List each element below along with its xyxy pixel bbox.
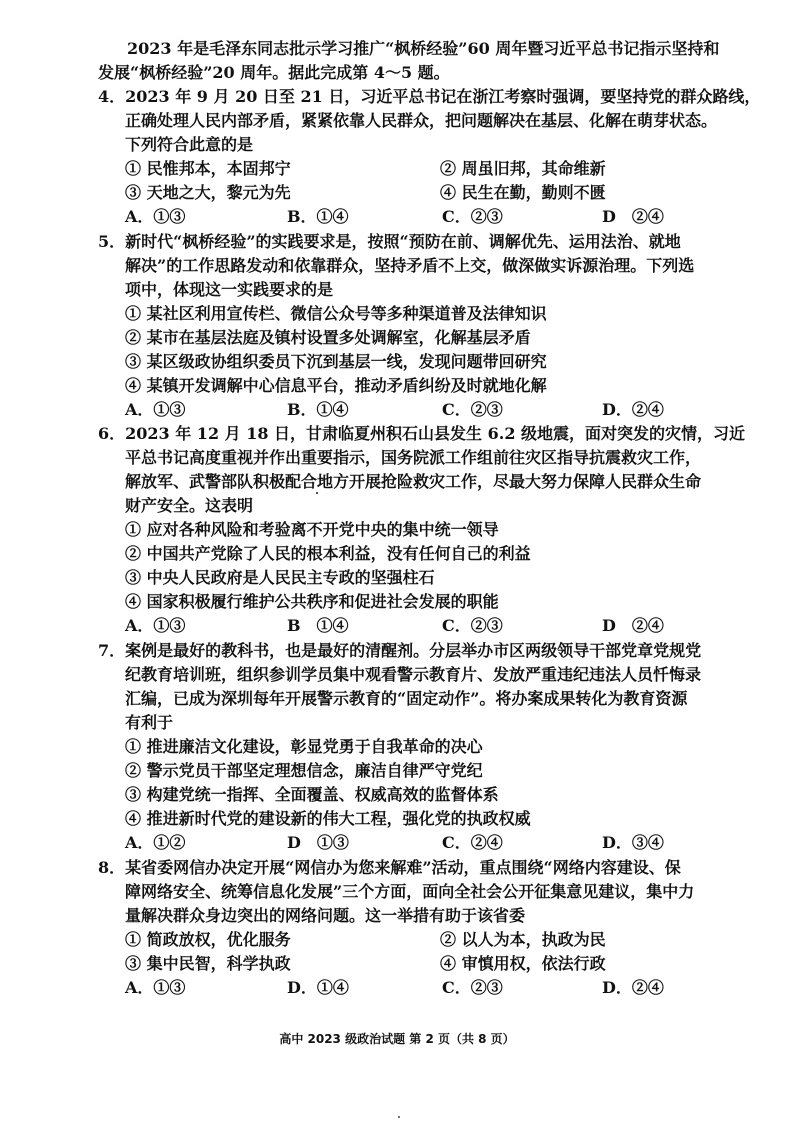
q8-answer-c: C．②③ (442, 978, 503, 997)
q7-option-4: ④ 推进新时代党的建设新的伟大工程，强化党的执政权威 (125, 809, 531, 828)
q4-option-2: ② 周虽旧邦，其命维新 (440, 159, 606, 178)
q5-option-2: ② 某市在基层法庭及镇村设置多处调解室，化解基层矛盾 (125, 328, 531, 347)
q4-stem-line-3: 下列符合此意的是 (125, 135, 254, 154)
q6-stem-line-3: 解放军、武警部队积极配合地方开展抢险救灾工作，尽最大努力保障人民群众生命 (125, 472, 702, 491)
q8-option-3: ③ 集中民智，科学执政 (125, 954, 291, 973)
q5-answer-a: A．①③ (125, 400, 186, 419)
q5-option-3: ③ 某区级政协组织委员下沉到基层一线，发现问题带回研究 (125, 352, 547, 371)
q6-stem-line-1: 6．2023 年 12 月 18 日，甘肃临夏州积石山县发生 6.2 级地震，面对突发的灾情，习近 (98, 424, 746, 443)
q6-answer-c: C．②③ (442, 616, 503, 635)
q5-stem-line-1: 5．新时代“枫桥经验”的实践要求是，按照“预防在前、调解优先、运用法治、就地 (98, 232, 681, 251)
q5-answer-d: D．②④ (602, 400, 664, 419)
q4-answer-b: B．①④ (287, 207, 349, 226)
q5-stem-line-2: 解决”的工作思路发动和依靠群众，坚持矛盾不上交，做深做实诉源治理。下列选 (125, 256, 695, 275)
q6-stem-line-4: 财产安全。这表明 (125, 496, 254, 515)
q7-option-3: ③ 构建党统一指挥、全面覆盖、权威高效的监督体系 (125, 785, 499, 804)
q5-option-4: ④ 某镇开发调解中心信息平台，推动矛盾纠纷及时就地化解 (125, 376, 547, 395)
q4-option-4: ④ 民生在勤，勤则不匮 (440, 183, 606, 202)
q6-option-3: ③ 中央人民政府是人民民主专政的坚强柱石 (125, 568, 435, 587)
q8-stem-line-2: 障网络安全、统筹信息化发展”三个方面，面向全社会公开征集意见建议，集中力 (125, 882, 695, 901)
q7-stem-line-4: 有利于 (125, 713, 174, 732)
intro-line-2: 发展“枫桥经验”20 周年。据此完成第 4～5 题。 (98, 63, 450, 82)
page-footer: 高中 2023 级政治试题 第 2 页（共 8 页） (279, 1032, 515, 1046)
intro-line-1: 2023 年是毛泽东同志批示学习推广“枫桥经验”60 周年暨习近平总书记指示坚持和 (127, 39, 720, 58)
scan-speck (316, 492, 318, 494)
q4-option-1: ① 民惟邦本，本固邦宁 (125, 159, 291, 178)
q5-answer-c: C．②③ (442, 400, 503, 419)
q7-answer-d: D．③④ (602, 833, 664, 852)
q5-stem-line-3: 项中，体现这一实践要求的是 (125, 280, 334, 299)
q7-stem-line-1: 7．案例是最好的教科书，也是最好的清醒剂。分层举办市区两级领导干部党章党规党 (98, 641, 702, 660)
q4-answer-c: C．②③ (442, 207, 503, 226)
q6-stem-line-2: 平总书记高度重视并作出重要指示，国务院派工作组前往灾区指导抗震救灾工作， (125, 448, 702, 467)
q7-option-1: ① 推进廉洁文化建设，彰显党勇于自我革命的决心 (125, 737, 483, 756)
q6-answer-d: D ②④ (602, 616, 664, 635)
q8-stem-line-3: 量解决群众身边突出的网络问题。这一举措有助于该省委 (125, 906, 526, 925)
q7-stem-line-2: 纪教育培训班，组织参训学员集中观看警示教育片、发放严重违纪违法人员忏悔录 (125, 665, 702, 684)
q4-option-3: ③ 天地之大，黎元为先 (125, 183, 291, 202)
q7-stem-line-3: 汇编，已成为深圳每年开展警示教育的“固定动作”。将办案成果转化为教育资源 (125, 689, 688, 708)
q4-stem-line-2: 正确处理人民内部矛盾，紧紧依靠人民群众，把问题解决在基层、化解在萌芽状态。 (125, 111, 718, 130)
q4-stem-line-1: 4．2023 年 9 月 20 日至 21 日，习近平总书记在浙江考察时强调，要坚持党的群众路线， (98, 87, 761, 106)
q4-answer-d: D ②④ (602, 207, 664, 226)
q4-answer-a: A．①③ (125, 207, 186, 226)
q8-option-2: ② 以人为本，执政为民 (440, 930, 606, 949)
q5-answer-b: B．①④ (287, 400, 349, 419)
q6-answer-a: A．①③ (125, 616, 186, 635)
q7-option-2: ② 警示党员干部坚定理想信念，廉洁自律严守党纪 (125, 761, 483, 780)
q8-option-4: ④ 审慎用权，依法行政 (440, 954, 606, 973)
q8-answer-d: D．②④ (602, 978, 664, 997)
q7-answer-a: A．①② (125, 833, 186, 852)
q6-option-1: ① 应对各种风险和考验离不开党中央的集中统一领导 (125, 520, 499, 539)
q7-answer-b: D ①③ (287, 833, 349, 852)
q8-answer-a: A．①③ (125, 978, 186, 997)
scan-speck-bottom (398, 1116, 400, 1118)
q8-answer-b: D．①④ (287, 978, 349, 997)
q8-stem-line-1: 8．某省委网信办决定开展“网信办为您来解难”活动，重点围绕“网络内容建设、保 (98, 858, 681, 877)
q8-option-1: ① 简政放权，优化服务 (125, 930, 291, 949)
q6-option-2: ② 中国共产党除了人民的根本利益，没有任何自己的利益 (125, 544, 531, 563)
q5-option-1: ① 某社区利用宣传栏、微信公众号等多种渠道普及法律知识 (125, 304, 547, 323)
q6-option-4: ④ 国家积极履行维护公共秩序和促进社会发展的职能 (125, 592, 499, 611)
q7-answer-c: C．②④ (442, 833, 503, 852)
q6-answer-b: B ①④ (287, 616, 349, 635)
